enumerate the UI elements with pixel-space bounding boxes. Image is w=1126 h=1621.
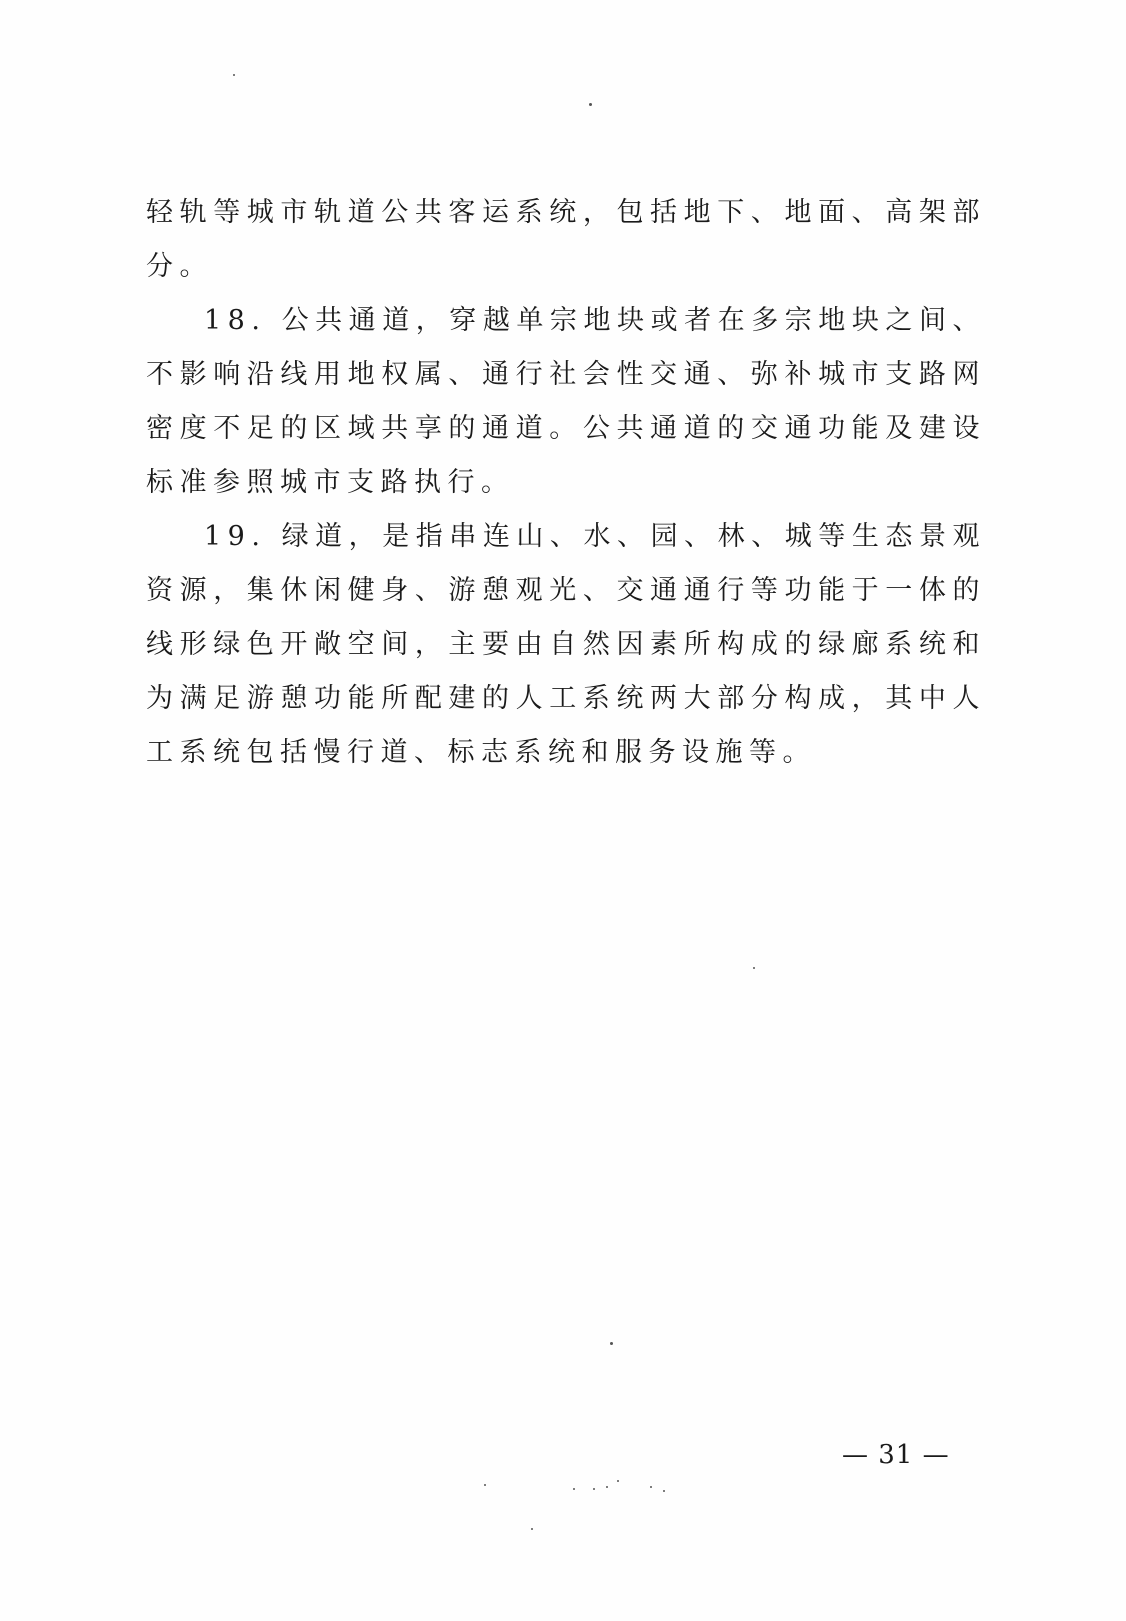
scan-speck [484, 1484, 486, 1486]
paragraph-item-19: 19. 绿道，是指串连山、水、园、林、城等生态景观资源，集休闲健身、游憩观光、交通通行等功能于一体的线形绿色开敞空间，主要由自然因素所构成的绿廊系统和为满足游憩功能所配建的人工系统两大部分构成，其中人工系统包括慢行道、标志系统和服务设施等。 [146, 521, 986, 768]
scan-speck [650, 1486, 652, 1488]
scan-speck [531, 1528, 533, 1530]
scan-speck [589, 103, 592, 106]
scan-speck [663, 1490, 665, 1492]
scan-speck [593, 1488, 595, 1490]
scan-speck [753, 967, 755, 969]
scan-speck [610, 1342, 613, 1345]
scan-speck [606, 1486, 608, 1488]
paragraph-item-18: 18. 公共通道，穿越单宗地块或者在多宗地块之间、不影响沿线用地权属、通行社会性交通、弥补城市支路网密度不足的区域共享的通道。公共通道的交通功能及建设标准参照城市支路执行。 [146, 305, 986, 498]
page-number: — 31 — [842, 1440, 950, 1470]
scan-speck [233, 74, 235, 76]
scan-speck [573, 1488, 575, 1490]
body-text [146, 186, 986, 780]
paragraph-continuation: 轻轨等城市轨道公共客运系统，包括地下、地面、高架部分。 [146, 197, 986, 282]
scan-speck [617, 1480, 619, 1482]
